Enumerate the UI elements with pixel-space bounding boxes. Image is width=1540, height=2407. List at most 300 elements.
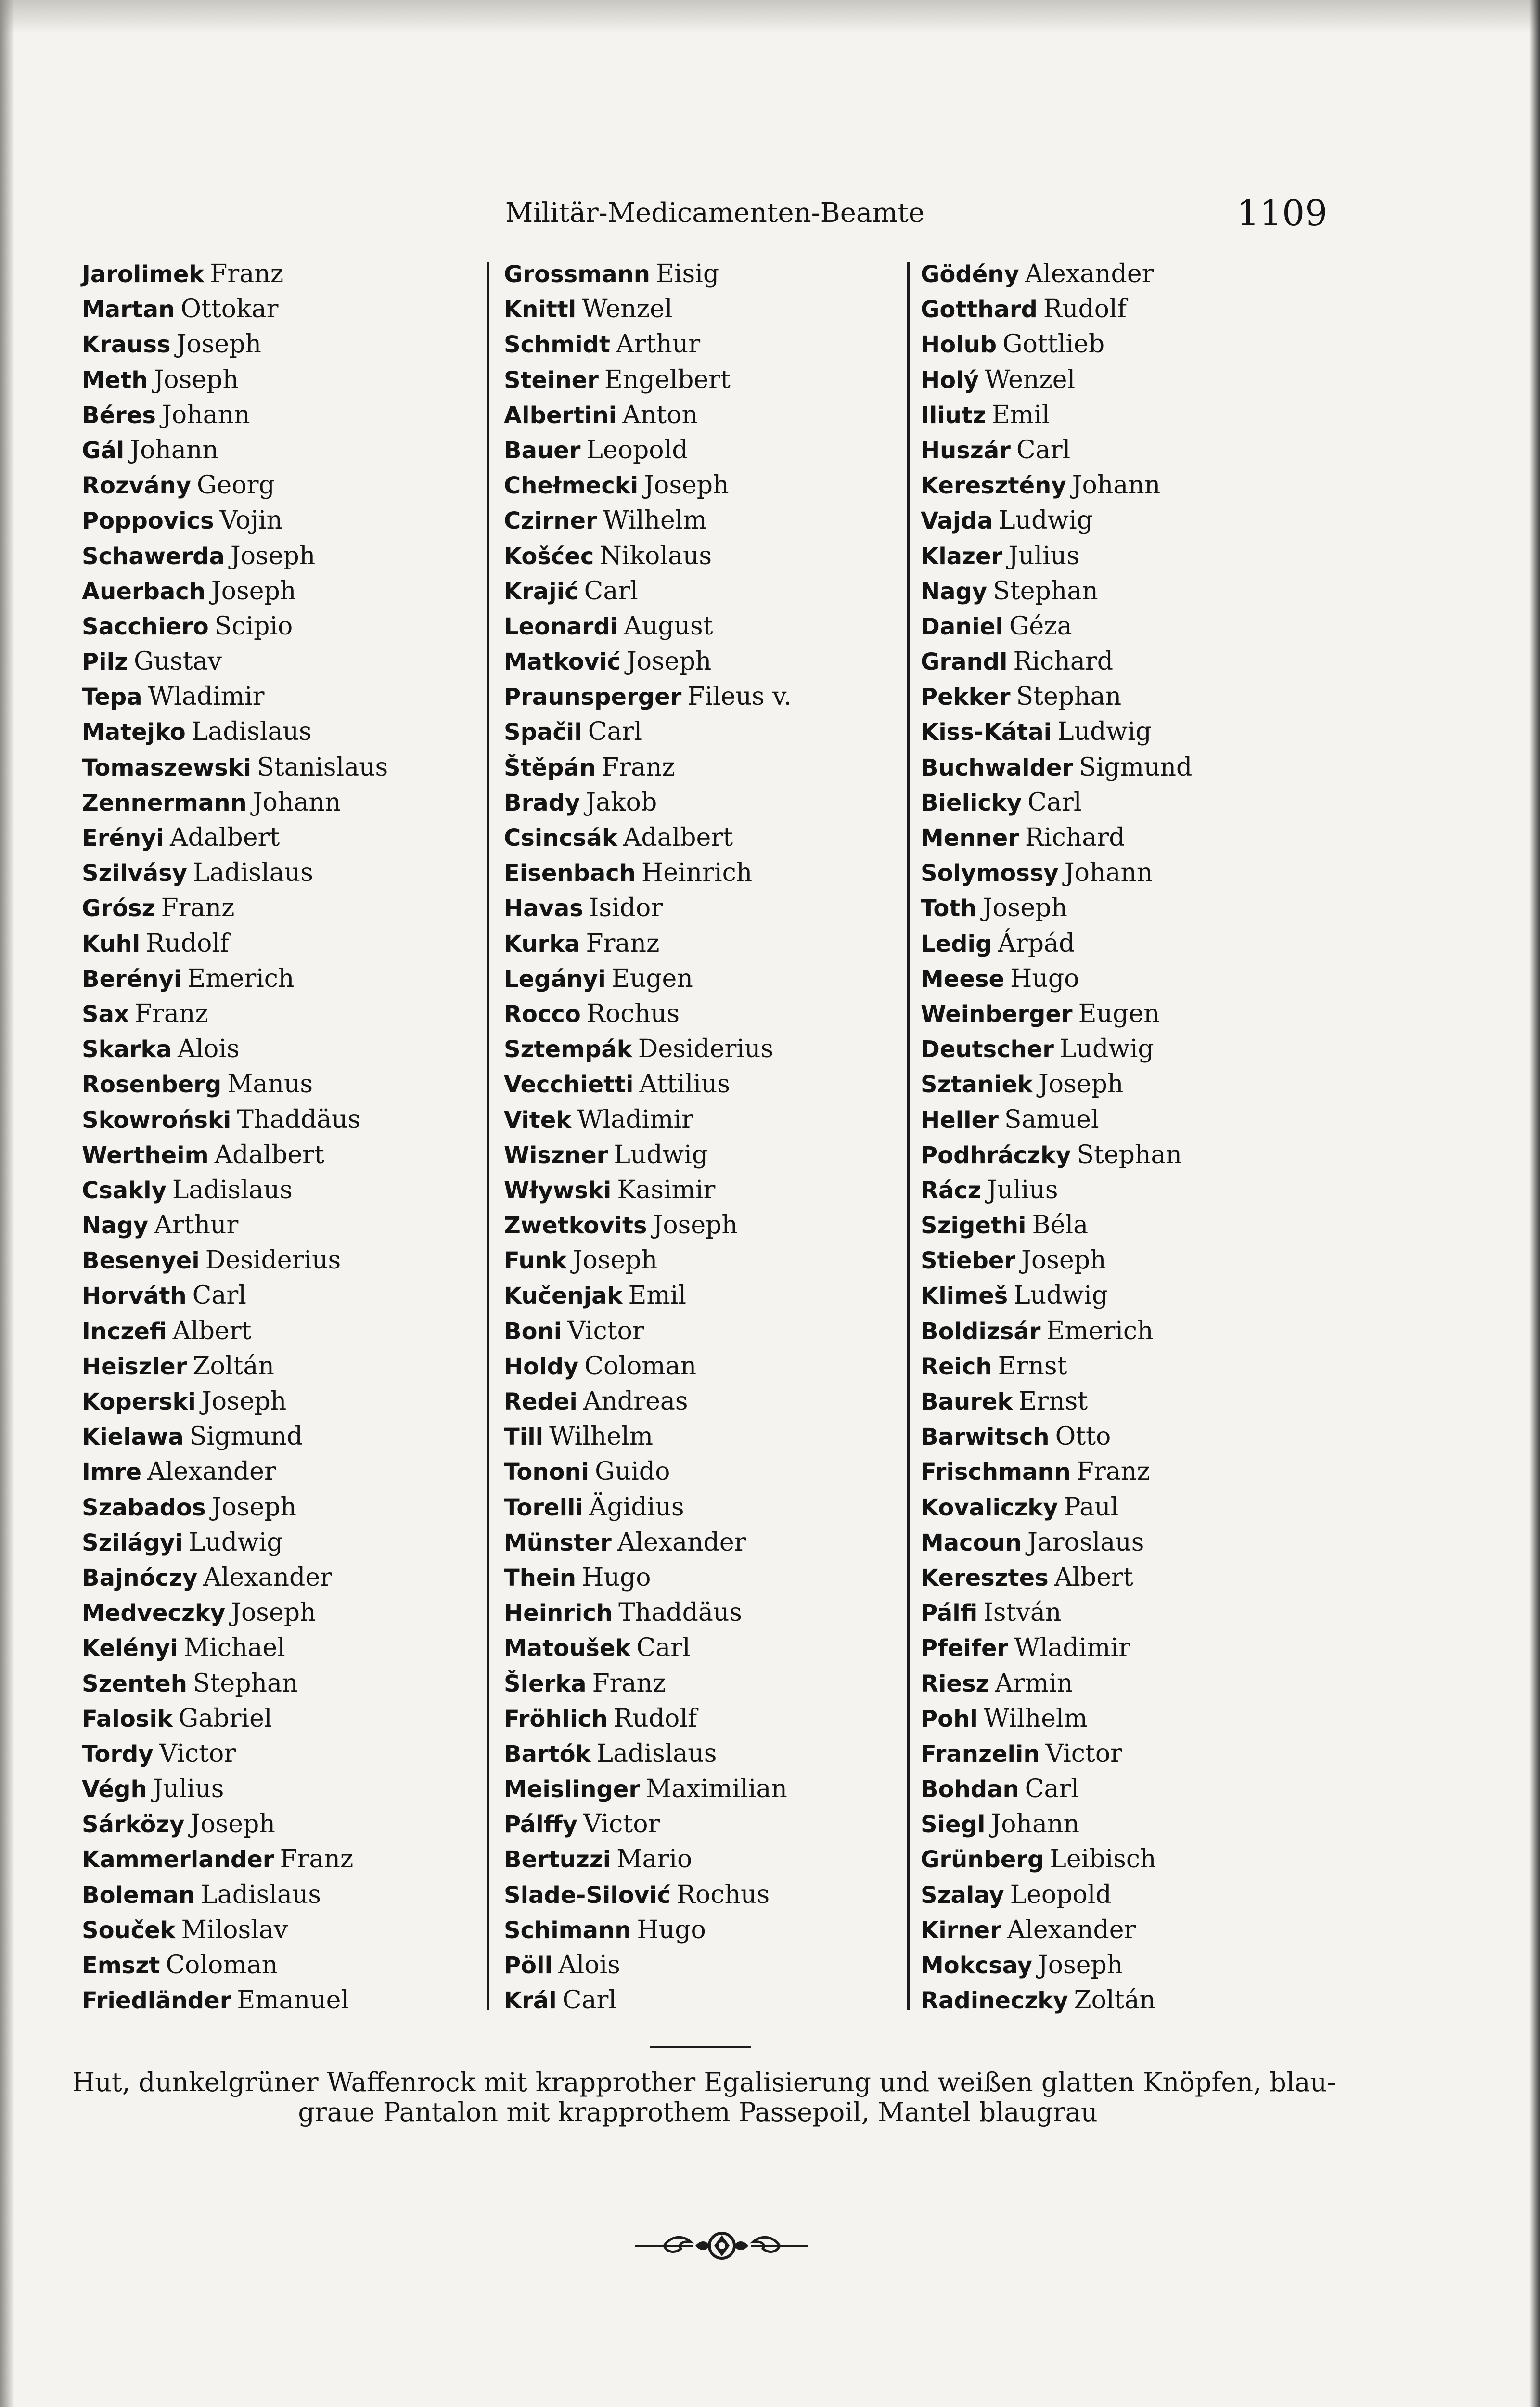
name-entry: [82, 1419, 467, 1454]
given-name: Johann: [1064, 858, 1153, 888]
given-name: Joseph: [201, 1387, 287, 1416]
given-name: Guido: [595, 1457, 670, 1487]
surname: Sax: [82, 1000, 129, 1028]
surname: Bauer: [504, 437, 581, 464]
given-name: Adalbert: [214, 1140, 324, 1169]
surname: Iliutz: [921, 401, 986, 429]
given-name: Wilhelm: [549, 1422, 654, 1451]
given-name: Vojin: [219, 506, 282, 535]
given-name: István: [983, 1598, 1062, 1628]
given-name: Zoltán: [192, 1351, 274, 1381]
surname: Kučenjak: [504, 1282, 623, 1310]
surname: Friedländer: [82, 1987, 231, 2015]
given-name: Anton: [622, 400, 698, 429]
page-top-shadow: [0, 0, 1540, 34]
name-entry: [921, 1983, 1306, 2018]
surname: Kammerlander: [82, 1846, 274, 1874]
name-entry: [504, 961, 889, 996]
surname: Macoun: [921, 1529, 1022, 1556]
surname: Buchwalder: [921, 754, 1074, 781]
given-name: Emerich: [187, 964, 295, 993]
name-entry: [504, 1314, 889, 1349]
name-entry: [504, 1983, 889, 2018]
name-entry: [921, 1525, 1306, 1560]
name-entry: [504, 1067, 889, 1102]
name-entry: [504, 714, 889, 750]
surname: Rozvány: [82, 472, 192, 500]
surname: Wływski: [504, 1177, 612, 1204]
given-name: Isidor: [589, 893, 663, 923]
given-name: Joseph: [1038, 1070, 1124, 1099]
name-entry: [921, 785, 1306, 820]
name-entry: [504, 1349, 889, 1384]
surname: Sztempák: [504, 1036, 632, 1063]
name-entry: [921, 1595, 1306, 1631]
name-entry: [504, 855, 889, 891]
surname: Rocco: [504, 1000, 581, 1028]
name-entry: [504, 433, 889, 468]
name-entry: [82, 891, 467, 926]
given-name: Victor: [583, 1810, 660, 1839]
name-entry: [921, 257, 1306, 292]
given-name: Johann: [991, 1810, 1080, 1839]
given-name: Ottokar: [180, 295, 279, 324]
surname: Klazer: [921, 543, 1003, 570]
name-entry: [82, 292, 467, 327]
name-entry: [82, 1595, 467, 1631]
surname: Kielawa: [82, 1423, 184, 1451]
name-entry: [82, 1067, 467, 1102]
given-name: Sigmund: [1079, 752, 1193, 782]
given-name: Sigmund: [189, 1422, 303, 1451]
given-name: Johann: [252, 788, 341, 817]
uniform-description: [72, 2067, 1336, 2127]
name-entry: [504, 1173, 889, 1208]
name-entry: [504, 679, 889, 714]
surname: Kuhl: [82, 930, 141, 958]
surname: Till: [504, 1423, 544, 1451]
surname: Slade-Silović: [504, 1881, 671, 1909]
given-name: Alexander: [617, 1527, 746, 1557]
given-name: Ladislaus: [596, 1739, 717, 1768]
given-name: Emil: [991, 400, 1050, 429]
name-entry: [921, 1419, 1306, 1454]
given-name: Joseph: [1021, 1246, 1106, 1275]
surname: Nagy: [921, 578, 988, 605]
surname: Gál: [82, 437, 125, 464]
name-entry: [82, 820, 467, 855]
given-name: Victor: [567, 1316, 644, 1346]
given-name: Stephan: [993, 576, 1098, 606]
given-name: Fileus v.: [687, 682, 792, 712]
surname: Skarka: [82, 1036, 172, 1063]
given-name: Jakob: [586, 788, 657, 817]
surname: Huszár: [921, 437, 1011, 464]
name-entry: [82, 1631, 467, 1666]
surname: Boleman: [82, 1881, 195, 1909]
surname: Sztaniek: [921, 1071, 1033, 1099]
surname: Koperski: [82, 1388, 196, 1415]
name-entry: [504, 1877, 889, 1913]
name-entry: [921, 926, 1306, 961]
name-entry: [921, 1314, 1306, 1349]
name-entry: [82, 1490, 467, 1525]
name-entry: [504, 1595, 889, 1631]
given-name: Carl: [584, 576, 638, 606]
given-name: Franz: [1076, 1457, 1150, 1487]
surname: Bertuzzi: [504, 1846, 611, 1874]
name-entry: [504, 1913, 889, 1948]
surname: Redei: [504, 1388, 578, 1415]
name-entry: [504, 1490, 889, 1525]
surname: Kelényi: [82, 1635, 178, 1662]
given-name: Ladislaus: [192, 858, 313, 888]
surname: Medveczky: [82, 1600, 226, 1627]
surname: Boni: [504, 1318, 562, 1345]
surname: Grossmann: [504, 261, 650, 288]
surname: Štěpán: [504, 754, 596, 781]
name-entry: [504, 327, 889, 362]
footnote-line-1: Hut, dunkelgrüner Waffenrock mit krapprother Egalisierung und weißen glatten Knöpfen, blau-: [72, 2067, 1336, 2097]
page-right-edge: [1529, 0, 1540, 2407]
given-name: Hugo: [1010, 964, 1079, 993]
surname: Vajda: [921, 507, 993, 535]
given-name: Rudolf: [146, 929, 230, 958]
surname: Holdy: [504, 1353, 579, 1380]
surname: Grünberg: [921, 1846, 1044, 1874]
surname: Tomaszewski: [82, 754, 252, 781]
name-entry: [921, 644, 1306, 679]
name-entry: [921, 1384, 1306, 1419]
name-entry: [921, 468, 1306, 503]
surname: Souček: [82, 1916, 176, 1944]
surname: Szilágyi: [82, 1529, 183, 1556]
name-entry: [82, 1560, 467, 1595]
given-name: Rochus: [676, 1880, 770, 1909]
name-entry: [82, 1314, 467, 1349]
name-entry: [504, 292, 889, 327]
given-name: Franz: [586, 929, 660, 958]
name-entry: [82, 1842, 467, 1877]
surname: Meislinger: [504, 1776, 641, 1803]
name-column-3: [921, 257, 1306, 2018]
given-name: Alois: [177, 1035, 240, 1064]
surname: Havas: [504, 895, 583, 922]
name-entry: [921, 292, 1306, 327]
surname: Funk: [504, 1247, 567, 1275]
surname: Grandl: [921, 648, 1008, 676]
surname: Torelli: [504, 1494, 583, 1521]
given-name: Joseph: [572, 1246, 658, 1275]
surname: Münster: [504, 1529, 612, 1556]
given-name: Julius: [153, 1774, 224, 1804]
name-entry: [504, 1560, 889, 1595]
surname: Berényi: [82, 965, 182, 993]
name-entry: [82, 855, 467, 891]
name-entry: [504, 1631, 889, 1666]
name-column-1: [82, 257, 467, 2018]
given-name: Franz: [161, 893, 235, 923]
surname: Krauss: [82, 331, 171, 359]
name-entry: [921, 961, 1306, 996]
surname: Grósz: [82, 895, 155, 922]
name-entry: [504, 362, 889, 398]
given-name: Julius: [987, 1175, 1058, 1204]
name-entry: [921, 820, 1306, 855]
name-entry: [82, 1454, 467, 1489]
given-name: Heinrich: [641, 858, 753, 888]
surname: Bohdan: [921, 1776, 1019, 1803]
surname: Gödény: [921, 261, 1019, 288]
surname: Boldizsár: [921, 1318, 1041, 1345]
name-entry: [504, 1243, 889, 1278]
given-name: Carl: [636, 1633, 691, 1663]
surname: Zennermann: [82, 789, 247, 816]
given-name: Ludwig: [614, 1140, 708, 1169]
name-entry: [504, 820, 889, 855]
name-entry: [82, 1138, 467, 1173]
surname: Bartók: [504, 1740, 591, 1768]
surname: Barwitsch: [921, 1423, 1050, 1451]
name-entry: [504, 750, 889, 785]
surname: Steiner: [504, 366, 599, 394]
surname: Kirner: [921, 1916, 1001, 1944]
given-name: Alexander: [147, 1457, 276, 1487]
name-entry: [921, 1243, 1306, 1278]
name-entry: [504, 785, 889, 820]
surname: Tononi: [504, 1459, 590, 1486]
surname: Szigethi: [921, 1212, 1027, 1240]
given-name: Joseph: [1038, 1951, 1123, 1980]
surname: Czirner: [504, 507, 597, 535]
given-name: Scipio: [214, 611, 293, 641]
surname: Schimann: [504, 1916, 631, 1944]
given-name: Victor: [1045, 1739, 1122, 1768]
given-name: Miloslav: [181, 1915, 288, 1944]
surname: Tepa: [82, 684, 142, 711]
given-name: Victor: [159, 1739, 236, 1768]
surname: Keresztény: [921, 472, 1066, 500]
scroll-flourish-icon: [635, 2226, 808, 2265]
surname: Heiszler: [82, 1353, 187, 1380]
surname: Csakly: [82, 1177, 167, 1204]
name-entry: [82, 1736, 467, 1772]
given-name: Attilius: [639, 1070, 731, 1099]
surname: Kiss-Kátai: [921, 719, 1052, 746]
given-name: Eugen: [611, 964, 693, 993]
surname: Holub: [921, 331, 997, 359]
given-name: Joseph: [190, 1810, 275, 1839]
given-name: Alexander: [1007, 1915, 1136, 1944]
surname: Csincsák: [504, 825, 617, 852]
given-name: Leibisch: [1050, 1845, 1156, 1874]
name-entry: [82, 362, 467, 398]
surname: Zwetkovits: [504, 1212, 647, 1240]
surname: Fröhlich: [504, 1705, 608, 1733]
given-name: Alexander: [203, 1563, 332, 1592]
name-entry: [82, 433, 467, 468]
name-entry: [921, 362, 1306, 398]
given-name: Ernst: [1018, 1387, 1088, 1416]
given-name: Otto: [1055, 1422, 1111, 1451]
given-name: Wenzel: [984, 365, 1076, 394]
name-column-2: [504, 257, 889, 2018]
given-name: Arthur: [616, 330, 701, 359]
surname: Kurka: [504, 930, 580, 958]
surname: Pálffy: [504, 1811, 578, 1838]
name-entry: [504, 1842, 889, 1877]
name-entry: [921, 714, 1306, 750]
surname: Deutscher: [921, 1036, 1054, 1063]
surname: Kovaliczky: [921, 1494, 1058, 1521]
name-entry: [82, 961, 467, 996]
given-name: Albert: [1054, 1563, 1133, 1592]
given-name: Ludwig: [1057, 717, 1152, 747]
given-name: Hugo: [582, 1563, 651, 1592]
given-name: Coloman: [166, 1951, 278, 1980]
given-name: Carl: [1025, 1774, 1079, 1804]
name-entry: [504, 1948, 889, 1983]
surname: Erényi: [82, 825, 164, 852]
name-entry: [921, 398, 1306, 433]
name-entry: [921, 1454, 1306, 1489]
surname: Klimeš: [921, 1282, 1008, 1310]
given-name: Adalbert: [623, 823, 733, 852]
name-entry: [921, 1067, 1306, 1102]
surname: Béres: [82, 401, 156, 429]
given-name: Carl: [562, 1986, 616, 2015]
given-name: Alexander: [1025, 259, 1154, 288]
given-name: Nikolaus: [600, 541, 712, 570]
given-name: Richard: [1025, 823, 1125, 852]
surname: Stieber: [921, 1247, 1016, 1275]
name-entry: [921, 1173, 1306, 1208]
surname: Baurek: [921, 1388, 1013, 1415]
name-entry: [504, 1454, 889, 1489]
given-name: Georg: [197, 471, 275, 500]
given-name: Gabriel: [178, 1704, 272, 1733]
surname: Krajić: [504, 578, 578, 605]
surname: Wertheim: [82, 1141, 209, 1169]
name-entry: [921, 1490, 1306, 1525]
name-entry: [82, 1666, 467, 1701]
given-name: Stanislaus: [257, 752, 388, 782]
surname: Ledig: [921, 930, 992, 958]
surname: Pilz: [82, 648, 128, 676]
name-entry: [921, 1102, 1306, 1138]
surname: Legányi: [504, 965, 606, 993]
surname: Leonardi: [504, 613, 618, 640]
given-name: Mario: [616, 1845, 693, 1874]
surname: Nagy: [82, 1212, 149, 1240]
given-name: Emanuel: [237, 1986, 349, 2015]
name-entry: [921, 1666, 1306, 1701]
name-entry: [82, 1208, 467, 1243]
given-name: Ladislaus: [172, 1175, 293, 1204]
surname: Holý: [921, 366, 979, 394]
given-name: Rochus: [586, 999, 680, 1028]
name-entry: [921, 1701, 1306, 1736]
column-divider: [487, 262, 489, 2010]
name-entry: [504, 1138, 889, 1173]
given-name: Samuel: [1004, 1105, 1099, 1134]
surname: Imre: [82, 1459, 142, 1486]
given-name: Zoltán: [1074, 1986, 1155, 2015]
surname: Mokcsay: [921, 1952, 1032, 1979]
given-name: Joseph: [644, 471, 729, 500]
given-name: Albert: [172, 1316, 252, 1346]
name-entry: [921, 1032, 1306, 1067]
given-name: Wilhelm: [983, 1704, 1088, 1733]
name-entry: [921, 1807, 1306, 1842]
name-entry: [921, 679, 1306, 714]
given-name: Carl: [1027, 788, 1082, 817]
name-entry: [504, 996, 889, 1032]
surname: Pálfi: [921, 1600, 978, 1627]
surname: Šlerka: [504, 1670, 587, 1697]
given-name: Joseph: [211, 1492, 296, 1522]
given-name: Ludwig: [1014, 1281, 1108, 1310]
given-name: Gottlieb: [1002, 330, 1105, 359]
surname: Jarolimek: [82, 261, 205, 288]
surname: Wiszner: [504, 1141, 608, 1169]
name-entry: [82, 1772, 467, 1807]
surname: Riesz: [921, 1670, 989, 1697]
name-entry: [921, 996, 1306, 1032]
given-name: Engelbert: [604, 365, 731, 394]
surname: Schmidt: [504, 331, 610, 359]
surname: Praunsperger: [504, 684, 682, 711]
name-entry: [921, 750, 1306, 785]
name-entry: [921, 1877, 1306, 1913]
name-entry: [504, 1666, 889, 1701]
name-entry: [921, 1736, 1306, 1772]
name-entry: [82, 1948, 467, 1983]
surname: Daniel: [921, 613, 1003, 640]
name-entry: [82, 1525, 467, 1560]
surname: Thein: [504, 1564, 577, 1592]
surname: Košćec: [504, 543, 594, 570]
page-left-edge: [0, 0, 14, 2407]
surname: Toth: [921, 895, 977, 922]
surname: Frischmann: [921, 1459, 1071, 1486]
surname: Knittl: [504, 296, 577, 324]
name-entry: [82, 996, 467, 1032]
surname: Reich: [921, 1353, 992, 1380]
name-entry: [504, 257, 889, 292]
given-name: Eisig: [655, 259, 719, 288]
column-divider: [907, 262, 910, 2010]
name-entry: [504, 1736, 889, 1772]
surname: Menner: [921, 825, 1019, 852]
given-name: Ladislaus: [201, 1880, 321, 1909]
given-name: Adalbert: [169, 823, 280, 852]
name-entry: [921, 1948, 1306, 1983]
surname: Weinberger: [921, 1000, 1073, 1028]
given-name: Franz: [280, 1845, 354, 1874]
given-name: Desiderius: [205, 1246, 341, 1275]
name-entry: [82, 1173, 467, 1208]
name-entry: [82, 1349, 467, 1384]
footnote-line-2: graue Pantalon mit krapprothem Passepoil, Mantel blaugrau: [298, 2097, 1098, 2127]
given-name: Wilhelm: [603, 506, 707, 535]
surname: Spačil: [504, 719, 582, 746]
given-name: Johann: [130, 435, 218, 465]
surname: Besenyei: [82, 1247, 200, 1275]
given-name: Thaddäus: [618, 1598, 743, 1628]
given-name: Franz: [134, 999, 208, 1028]
given-name: Johann: [161, 400, 250, 429]
